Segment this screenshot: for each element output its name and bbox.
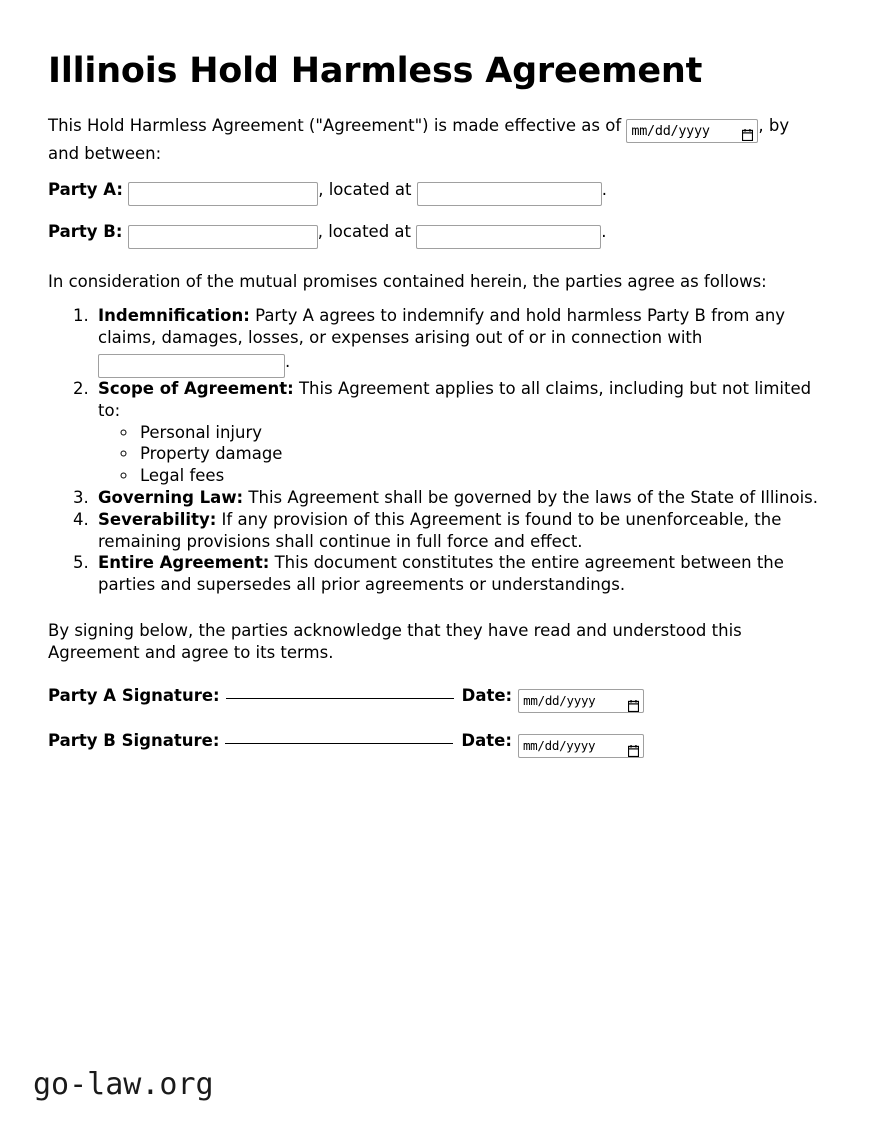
scope-sub-list: [98, 422, 823, 487]
party-b-trailing-period: .: [601, 222, 607, 242]
party-b-address-input[interactable]: [416, 225, 601, 249]
term-name-scope: Scope of Agreement:: [98, 379, 294, 399]
party-a-signature-label: Party A Signature:: [48, 686, 220, 706]
party-a-label: Party A:: [48, 179, 123, 199]
party-b-date-value: mm/dd/yyyy: [522, 738, 596, 754]
calendar-icon[interactable]: [628, 695, 639, 707]
calendar-icon[interactable]: [628, 740, 639, 752]
indemnification-input[interactable]: [98, 354, 285, 378]
party-a-date-input[interactable]: [518, 689, 644, 713]
party-a-trailing-period: .: [601, 179, 608, 199]
party-a-date-value: mm/dd/yyyy: [523, 693, 596, 709]
term-text-scope: This Agreement applies to all claims, including but not limited to:: [98, 379, 812, 420]
terms-list: [48, 305, 823, 596]
intro-text-after-date: , by and between:: [48, 115, 790, 163]
party-b-date-label: Date:: [461, 731, 512, 751]
term-name-indemnification: Indemnification:: [98, 306, 250, 326]
party-b-date-input[interactable]: [518, 734, 644, 758]
term-item-scope: [94, 378, 823, 487]
list-item: ◦ Legal fees: [138, 465, 823, 487]
party-a-row: [48, 179, 823, 207]
party-b-row: [48, 221, 823, 249]
term-name-governing-law: Governing Law:: [98, 488, 244, 507]
party-b-signature-row: [48, 729, 823, 758]
term-text-indemnification: Party A agrees to indemnify and hold harmless Party B from any claims, damages, losses, or expenses arising out of or in connection with: [98, 306, 786, 347]
term-item-indemnification: [94, 305, 823, 378]
term-item-severability: [94, 509, 823, 553]
list-item: ◦ Property damage: [138, 443, 823, 465]
page-title: Illinois Hold Harmless Agreement: [48, 51, 703, 91]
document-body: [48, 52, 823, 774]
term-text-severability: If any provision of this Agreement is found to be unenforceable, the remaining provisions shall continue in full force and effect.: [98, 509, 782, 551]
indemnification-input-line: [98, 351, 823, 379]
consideration-paragraph: In consideration of the mutual promises contained herein, the parties agree as follows:: [48, 271, 767, 291]
term-item-governing-law: [94, 487, 823, 509]
list-item: ◦ Personal injury: [138, 422, 823, 444]
calendar-icon[interactable]: [742, 125, 753, 137]
term-text-governing-law: This Agreement shall be governed by the laws of the State of Illinois.: [243, 488, 818, 507]
site-watermark: go-law.org: [33, 1067, 214, 1102]
term-name-severability: Severability:: [98, 509, 217, 529]
closing-paragraph: By signing below, the parties acknowledge that they have read and understood this Agreement and agree to its terms.: [48, 620, 742, 663]
party-b-located-text: , located at: [317, 222, 417, 242]
party-b-name-input[interactable]: [128, 225, 318, 249]
party-a-name-input[interactable]: [128, 182, 318, 206]
effective-date-value: mm/dd/yyyy: [631, 122, 710, 139]
party-a-date-label: Date:: [461, 686, 513, 706]
party-a-address-input[interactable]: [417, 182, 602, 206]
term-text-entire-agreement: This document constitutes the entire agreement between the parties and supersedes all prior agreements or understandings.: [98, 553, 784, 595]
effective-date-input[interactable]: [626, 119, 758, 143]
party-b-signature-label: Party B Signature:: [48, 731, 220, 751]
party-b-signature-line[interactable]: [225, 730, 453, 744]
party-a-signature-line[interactable]: [226, 685, 454, 699]
intro-text-before-date: This Hold Harmless Agreement ("Agreement") is made effective as of: [48, 115, 627, 135]
party-a-located-text: , located at: [318, 179, 417, 199]
party-b-label: Party B:: [48, 222, 123, 242]
term-name-entire-agreement: Entire Agreement:: [98, 553, 270, 573]
indemnification-trailing-period: .: [285, 351, 291, 371]
party-a-signature-row: [48, 684, 823, 713]
intro-paragraph: [48, 115, 823, 165]
term-item-entire-agreement: [94, 552, 823, 596]
